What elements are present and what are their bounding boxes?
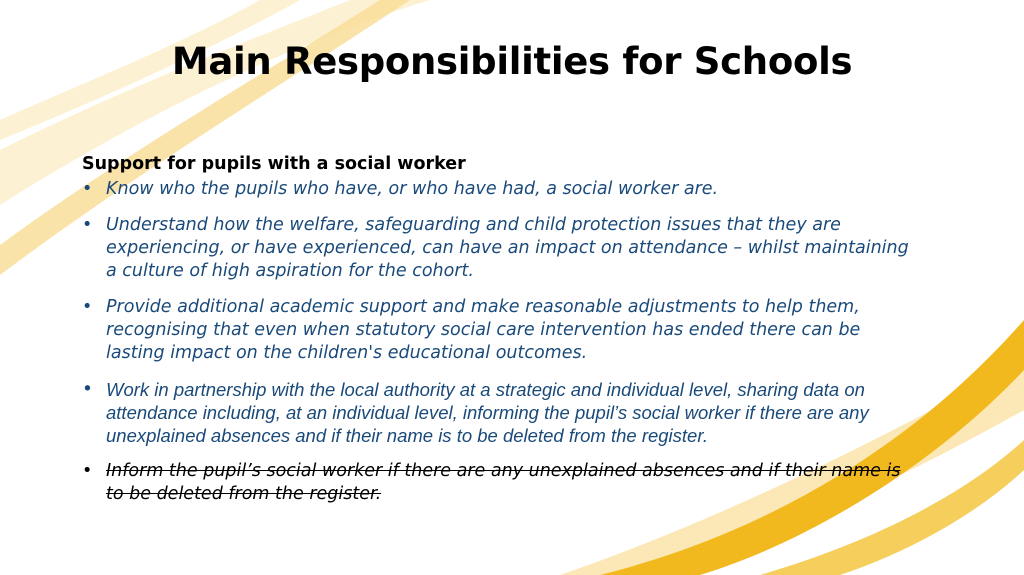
list-item — [82, 378, 922, 447]
bullet-marker: • — [82, 179, 93, 199]
bullet-marker: • — [82, 461, 93, 481]
list-item-text: Work in partnership with the local authority at a strategic and individual level, sharing data on attendance including, at an individual level, informing the pupil’s social worker if there are any unexplained absences and if their name is to be deleted from the register. — [106, 379, 869, 446]
list-item — [82, 214, 922, 283]
list-item — [82, 178, 922, 201]
list-item-struck — [82, 460, 922, 506]
list-item-text: Provide additional academic support and make reasonable adjustments to help them, recognising that even when statutory social care intervention has ended there can be lasting impact on the children's educational outcomes. — [106, 297, 861, 363]
bullet-marker: • — [82, 297, 93, 317]
list-item-text: Know who the pupils who have, or who have had, a social worker are. — [106, 179, 719, 199]
bullet-marker: • — [82, 379, 93, 400]
content-area — [82, 154, 922, 519]
bullet-marker: • — [82, 215, 93, 235]
list-item-text-struck: Inform the pupil’s social worker if there are any unexplained absences and if their name is to be deleted from the register. — [106, 461, 901, 504]
responsibility-list — [82, 178, 922, 506]
section-subheading: Support for pupils with a social worker — [82, 154, 466, 174]
list-item-text: Understand how the welfare, safeguarding and child protection issues that they are experiencing, or have experienced, can have an impact on attendance – whilst maintaining a culture of high aspiration for the cohort. — [106, 215, 909, 281]
list-item — [82, 296, 922, 365]
slide-title: Main Responsibilities for Schools — [171, 40, 853, 83]
